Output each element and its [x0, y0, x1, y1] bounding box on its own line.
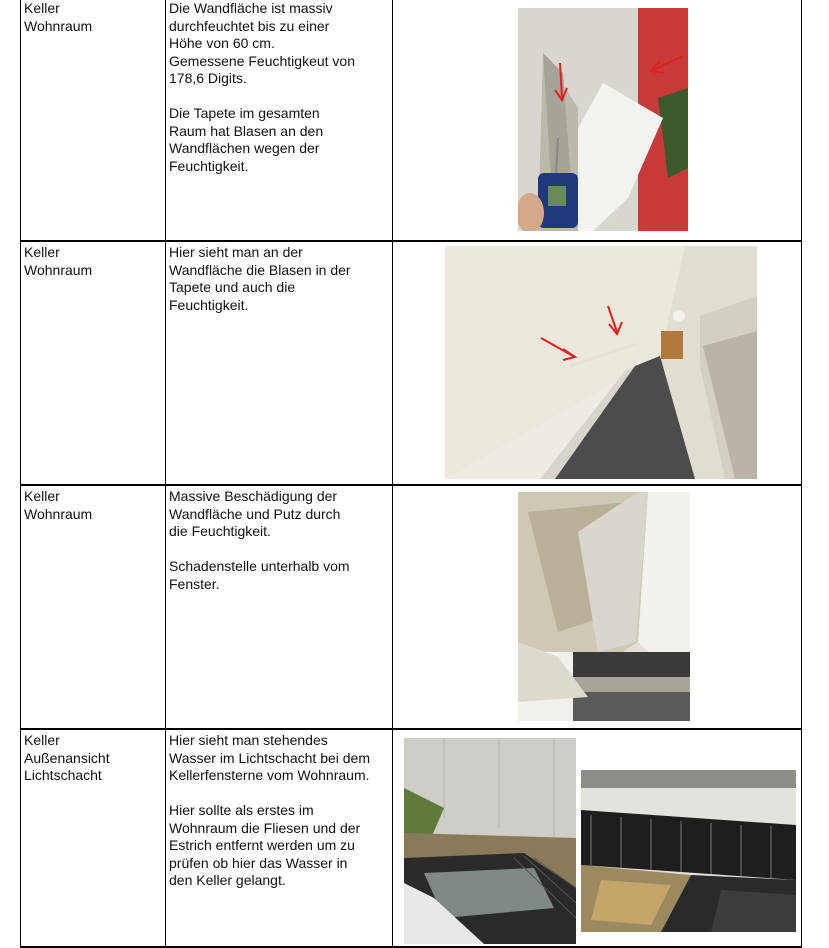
description-line: prüfen ob hier das Wasser in: [169, 854, 348, 871]
description-line: Die Wandfläche ist massiv: [169, 0, 333, 16]
paragraph-gap: [169, 785, 392, 803]
description-line: Feuchtigkeit.: [169, 157, 249, 174]
table-row: [21, 241, 802, 485]
location-line: Wohnraum: [24, 505, 93, 522]
description-line: den Keller gelangt.: [169, 872, 286, 888]
description-line: Raum hat Blasen an den: [169, 122, 324, 139]
description-line: Estrich entfernt werden um zu: [169, 837, 355, 853]
description-line: Massive Beschädigung der: [169, 488, 338, 504]
description-line: Hier sollte als erstes im: [169, 802, 314, 818]
description-cell: [166, 0, 393, 241]
location-line: Außenansicht: [24, 749, 110, 766]
damage-report-table: [20, 0, 802, 948]
description-line: Hier sieht man an der: [169, 244, 303, 260]
location-line: Keller: [24, 488, 60, 504]
location-line: Wohnraum: [24, 17, 93, 34]
location-cell: [21, 0, 166, 241]
photo-lightwell-standing-water: [404, 738, 576, 944]
description-line: Wandfläche und Putz durch: [169, 505, 341, 522]
description-cell: [166, 241, 393, 485]
description-cell: [166, 729, 393, 947]
photo-cell: [393, 485, 802, 729]
description-line: Wandfläche die Blasen in der: [169, 261, 351, 278]
photo-cell: [393, 241, 802, 485]
location-line: Wohnraum: [24, 261, 93, 278]
description-line: die Feuchtigkeit.: [169, 523, 271, 539]
location-cell: [21, 485, 166, 729]
description-line: Hier sieht man stehendes: [169, 732, 328, 748]
location-line: Lichtschacht: [24, 767, 102, 783]
location-line: Keller: [24, 732, 60, 748]
paragraph-gap: [169, 88, 392, 106]
table-row: [21, 0, 802, 241]
table-row: [21, 485, 802, 729]
photo-damaged-plaster-below-window: [518, 492, 690, 721]
photo-wall-bubbles-room: [445, 246, 757, 479]
paragraph-gap: [169, 541, 392, 559]
description-line: Die Tapete im gesamten: [169, 105, 320, 121]
photo-cell: [393, 0, 802, 241]
description-line: Fenster.: [169, 575, 220, 592]
description-line: Gemessene Feuchtigkeut von: [169, 52, 355, 69]
description-line: Kellerfensterne vom Wohnraum.: [169, 767, 370, 783]
location-cell: [21, 241, 166, 485]
description-line: Wandflächen wegen der: [169, 140, 320, 156]
description-line: Wohnraum die Fliesen und der: [169, 819, 361, 836]
description-line: Feuchtigkeit.: [169, 296, 249, 313]
photo-peeled-wallpaper-moisture-meter: [518, 8, 688, 231]
description-line: Schadenstelle unterhalb vom: [169, 558, 350, 574]
description-line: 178,6 Digits.: [169, 70, 247, 86]
location-line: Keller: [24, 0, 60, 16]
description-line: durchfeuchtet bis zu einer: [169, 17, 330, 34]
photo-lightwell-closeup: [581, 770, 796, 932]
photo-cell: [393, 729, 802, 947]
description-line: Höhe von 60 cm.: [169, 35, 275, 51]
location-cell: [21, 729, 166, 947]
description-line: Tapete und auch die: [169, 279, 296, 295]
location-line: Keller: [24, 244, 60, 260]
description-cell: [166, 485, 393, 729]
description-line: Wasser im Lichtschacht bei dem: [169, 749, 370, 766]
table-row: [21, 729, 802, 947]
